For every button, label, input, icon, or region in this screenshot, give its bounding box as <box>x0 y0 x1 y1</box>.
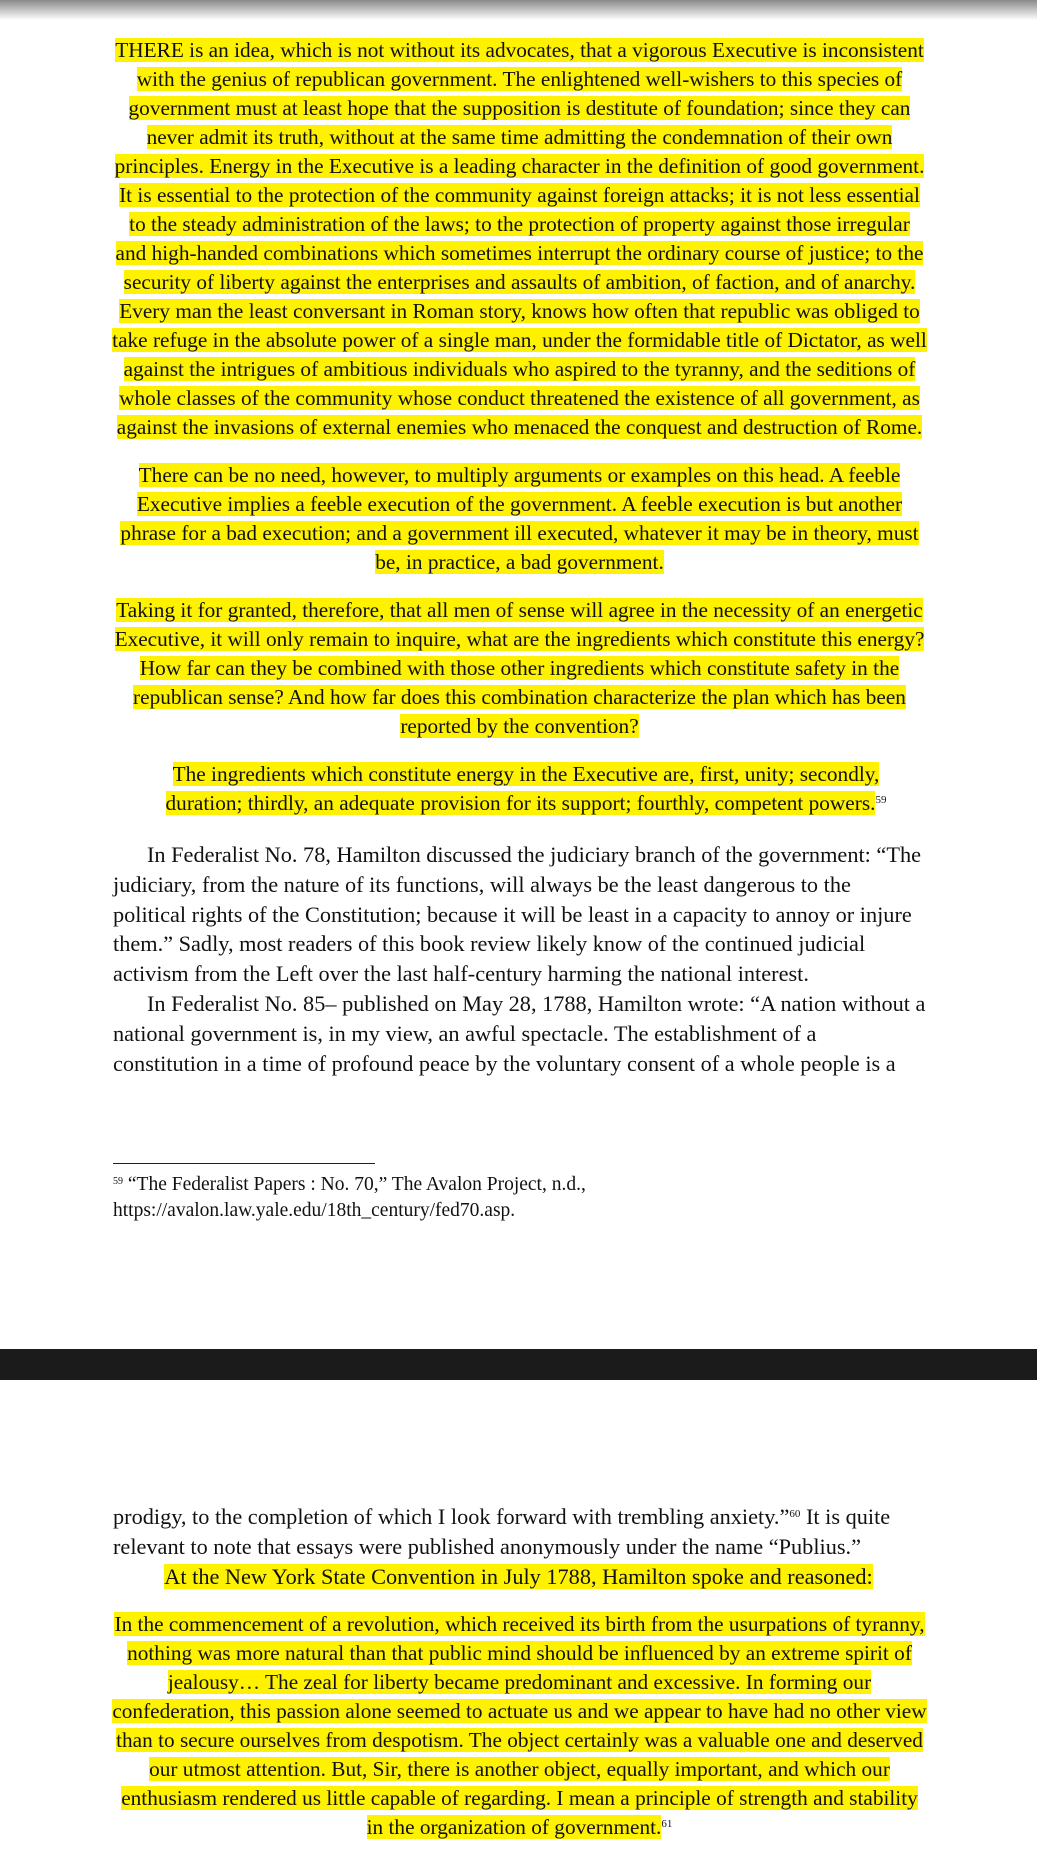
footnote-ref-59[interactable]: 59 <box>875 794 887 806</box>
quote-paragraph-2 <box>112 461 927 577</box>
continuation-paragraph <box>113 1502 927 1562</box>
convention-intro <box>110 1562 927 1592</box>
footnote-citation: “The Federalist Papers : No. 70,” The Avalon Project, n.d., <box>127 1174 586 1195</box>
page-1 <box>0 36 1037 1078</box>
highlighted-text: In the commencement of a revolution, which received its birth from the usurpations of tyranny, nothing was more natural than that public mind should be influenced by an extreme spirit of jealousy… The zeal for liberty became predominant and excessive. In forming our confederation, this passion alone seemed to actuate us and we appear to have had no other view than to secure ourselves from despotism. The object certainly was a valuable one and deserved our utmost attention. But, Sir, there is another object, equally important, and which our enthusiasm rendered us little capable of regarding. I mean a principle of strength and stability in the organization of government. <box>112 1612 927 1840</box>
quote-paragraph-4 <box>140 760 912 818</box>
footnote-ref-61[interactable]: 61 <box>661 1818 673 1831</box>
highlighted-text: There can be no need, however, to multiply arguments or examples on this head. A feeble Executive implies a feeble execution of the government. A feeble execution is but another phrase for a bad execution; and a government ill executed, whatever it may be in theory, must be, in practice, a bad government. <box>120 463 919 574</box>
page-separator <box>0 1349 1037 1380</box>
footnote-number: 59 <box>113 1176 123 1187</box>
footnote-59 <box>113 1172 913 1224</box>
highlighted-text: The ingredients which constitute energy in the Executive are, first, unity; secondly, duration; thirdly, an adequate provision for its support; fourthly, competent powers. <box>165 762 880 815</box>
convention-quote <box>112 1610 927 1842</box>
continuation-rest: It is quite relevant to note that essays were published anonymously under the name “Publius.” <box>113 1504 891 1559</box>
highlighted-text: At the New York State Convention in July 1788, Hamilton spoke and reasoned: <box>164 1563 873 1589</box>
body-paragraph-1: In Federalist No. 78, Hamilton discussed the judiciary branch of the government: “The judiciary, from the nature of its functions, will always be the least dangerous to the political rights of the Constitution; because it will be least in a capacity to annoy or injure them.” Sadly, most readers of this book review likely know of the continued judicial activism from the Left over the last half-century harming the national interest. <box>113 842 921 987</box>
page-2 <box>0 1502 1037 1842</box>
highlighted-text: Taking it for granted, therefore, that all men of sense will agree in the necessity of an energetic Executive, it will only remain to inquire, what are the ingredients which constitute this energy? How far can they be combined with those other ingredients which constitute safety in the republican sense? And how far does this combination characterize the plan which has been reported by the convention? <box>114 598 925 738</box>
body-paragraph-2: In Federalist No. 85– published on May 28, 1788, Hamilton wrote: “A nation without a national government is, in my view, an awful spectacle. The establishment of a constitution in a time of profound peace by the voluntary consent of a whole people is a <box>113 990 926 1076</box>
highlighted-text: THERE is an idea, which is not without its advocates, that a vigorous Executive is inconsistent with the genius of republican government. The enlightened well-wishers to this species of government must at least hope that the supposition is destitute of foundation; since they can never admit its truth, without at the same time admitting the condemnation of their own principles. Energy in the Executive is a leading character in the definition of good government. It is essential to the protection of the community against foreign attacks; it is not less essential to the steady administration of the laws; to the protection of property against those irregular and high-handed combinations which sometimes interrupt the ordinary course of justice; to the security of liberty against the enterprises and assaults of ambition, of faction, and of anarchy. Every man the least conversant in Roman story, knows how often that republic was obliged to take refuge in the absolute power of a single man, under the formidable title of Dictator, as well against the intrigues of ambitious individuals who aspired to the tyranny, and the seditions of whole classes of the community whose conduct threatened the existence of all government, as against the invasions of external enemies who menaced the conquest and destruction of Rome. <box>112 38 927 439</box>
footnote-ref-60[interactable]: 60 <box>789 1508 801 1520</box>
footnote-divider <box>113 1163 375 1164</box>
quote-paragraph-3 <box>112 596 927 741</box>
top-shadow <box>0 0 1037 20</box>
continuation-text: prodigy, to the completion of which I look forward with trembling anxiety.” <box>113 1504 790 1529</box>
footnote-url[interactable]: https://avalon.law.yale.edu/18th_century/fed70.asp. <box>113 1200 516 1221</box>
quote-paragraph-1 <box>112 36 927 442</box>
